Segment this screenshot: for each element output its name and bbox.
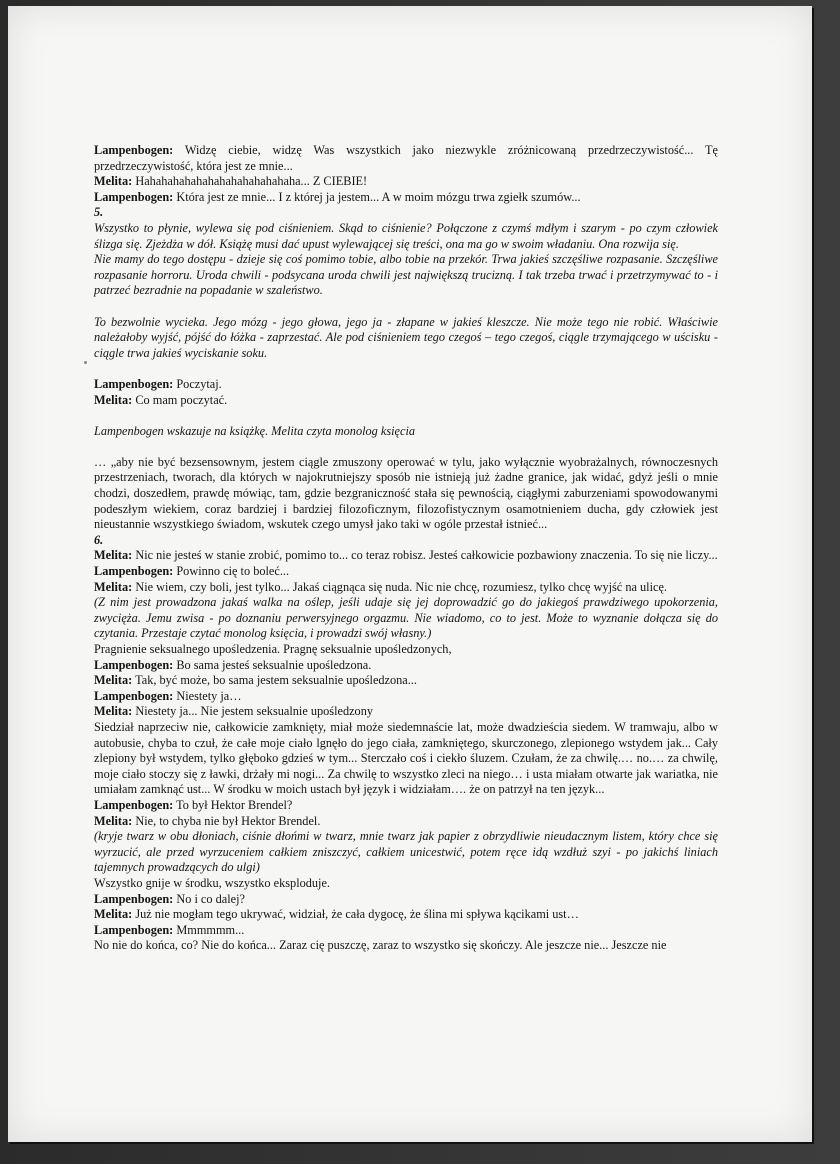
dialogue-line — [94, 190, 718, 206]
speaker-name: Melita: — [94, 704, 133, 719]
dialogue-line — [94, 907, 718, 923]
speaker-name: Lampenbogen: — [94, 657, 174, 672]
dialogue-text: Co mam poczytać. — [132, 392, 228, 407]
stage-direction: Lampenbogen wskazuje na książkę. Melita czyta monolog księcia — [94, 423, 416, 438]
dialogue-line — [94, 143, 718, 174]
body-paragraph: No nie do końca, co? Nie do końca... Zaraz cię puszczę, zaraz to wszystko się skończy. Ale jeszcze nie... Jeszcze nie — [94, 938, 667, 953]
speaker-name: Lampenbogen: — [94, 376, 174, 391]
stage-direction: (Z nim jest prowadzona jakaś walka na oślep, jeśli udaje się jej doprowadzić go do jakiegoś prawdziwego upokorzenia, zwycięża. Jemu zwisa - po doznaniu perwersyjnego orgazmu. Nie wiadomo, co to jest. Może to wyznanie dołącza się do czytania. Przestaje czytać monolog księcia, i prowadzi swój własny.) — [94, 595, 718, 641]
dialogue-line — [94, 689, 718, 705]
paragraph-gap — [94, 299, 718, 315]
dialogue-text: Która jest ze mnie... I z której ja jestem... A w moim mózgu trwa zgiełk szumów... — [173, 189, 581, 204]
dialogue-line — [94, 658, 718, 674]
speaker-name: Lampenbogen: — [94, 891, 174, 906]
speaker-name: Lampenbogen: — [94, 688, 174, 703]
speaker-name: Melita: — [94, 579, 133, 594]
stage-direction: Wszystko to płynie, wylewa się pod ciśnieniem. Skąd to ciśnienie? Połączone z czymś mdłym i szarym - po czym człowiek ślizga się. Zjeżdża w dół. Książę musi dać upust wylewającej się treści, ona ma go w swoim władaniu. Ona rozwija się. — [94, 220, 718, 251]
dialogue-text: Widzę ciebie, widzę Was wszystkich jako niezwykle zróżnicowaną przedrzeczywistość... Tę przedrzeczywistość, która jest ze mnie... — [94, 143, 718, 173]
speaker-name: Melita: — [94, 392, 133, 407]
body-paragraph: … „aby nie być bezsensownym, jestem ciągle zmuszony operować w tylu, jako wyłącznie wyobrażalnych, równoczesnych przestrzeniach, tworach, dla których w najokrutniejszy sposób nie istnieją już żadne granice, jak widać, gdyż jeśli o mnie chodzi, doszedłem, prawdę mówiąc, tam, gdzie bezgraniczność stała się pewnością, ciągłymi zaburzeniami spowodowanymi podeszłym wiekiem, coraz bardziej i bardziej filozoficznym, filozofistycznym osamotnieniem ducha, gdy człowiek jest nieustannie wszystkiego świadom, wskutek czego umysł jako taki w ogóle przestał istnieć... — [94, 454, 718, 532]
section-number: 5. — [94, 205, 104, 220]
dialogue-text: No i co dalej? — [173, 891, 245, 906]
dialogue-line — [94, 704, 718, 720]
speaker-name: Melita: — [94, 673, 133, 688]
dialogue-line — [94, 377, 718, 393]
document-text — [94, 143, 718, 954]
stage-direction: (kryje twarz w obu dłoniach, ciśnie dłońmi w twarz, mnie twarz jak papier z obrzydliwie nieudacznym listem, który chce się wyrzucić, ale przed wyrzuceniem całkiem zniszczyć, całkiem unicestwić, potem ręce idą wzdłuż szyi - po jakichś liniach tajemnych prowadzących do ulgi) — [94, 829, 718, 875]
dialogue-text: Mmmmmm... — [173, 922, 245, 937]
dialogue-line — [94, 174, 718, 190]
dialogue-text: Bo sama jesteś seksualnie upośledzona. — [173, 657, 372, 672]
paragraph-gap — [94, 439, 718, 455]
speaker-name: Lampenbogen: — [94, 797, 174, 812]
scan-speck — [84, 361, 87, 364]
dialogue-text: To był Hektor Brendel? — [173, 797, 293, 812]
speaker-name: Lampenbogen: — [94, 143, 174, 157]
dialogue-line — [94, 892, 718, 908]
section-number: 6. — [94, 532, 104, 547]
dialogue-line — [94, 673, 718, 689]
speaker-name: Melita: — [94, 548, 133, 563]
dialogue-text: Hahahahahahahahahahahahahaha... Z CIEBIE! — [132, 174, 368, 189]
dialogue-text: Niestety ja... Nie jestem seksualnie upośledzony — [132, 704, 374, 719]
dialogue-text: Poczytaj. — [173, 376, 222, 391]
dialogue-text: Nie wiem, czy boli, jest tylko... Jakaś ciągnąca się nuda. Nic nie chcę, rozumiesz, tylko chcę wyjść na ulicę. — [132, 579, 667, 594]
dialogue-text: Powinno cię to boleć... — [173, 564, 290, 579]
dialogue-line — [94, 798, 718, 814]
speaker-name: Lampenbogen: — [94, 564, 174, 579]
dialogue-line — [94, 923, 718, 939]
dialogue-text: Niestety ja… — [173, 688, 242, 703]
speaker-name: Lampenbogen: — [94, 922, 174, 937]
body-paragraph: Siedział naprzeciw nie, całkowicie zamknięty, miał może siedemnaście lat, może dwadzieścia siedem. W tramwaju, albo w autobusie, chyba to czuł, że całe moje ciało lgnęło do jego ciała, zamkniętego, skurczonego, zlepionego wstydem jak... Cały zlepiony był wstydem, tylko głęboko gdzieś w tym... Sterczało coś i ciekło śluzem. Czułam, że za chwilę.… no.… za chwilę, moje ciało stoczy się z ławki, drżały mi nogi... Za chwilę to wszystko zleci na niego… i usta miałam otwarte jak wariatka, nie umiałam zamknąć ust... W środku w moich ustach był język i widziałam…. że on patrzył na ten język... — [94, 719, 718, 797]
dialogue-line — [94, 393, 718, 409]
dialogue-text: Nic nie jesteś w stanie zrobić, pomimo to... co teraz robisz. Jesteś całkowicie pozbawiony znaczenia. To się nie liczy... — [132, 548, 718, 563]
dialogue-line — [94, 580, 718, 596]
dialogue-text: Tak, być może, bo sama jestem seksualnie upośledzona... — [132, 673, 417, 688]
paragraph-gap — [94, 408, 718, 424]
speaker-name: Lampenbogen: — [94, 189, 174, 204]
stage-direction: To bezwolnie wycieka. Jego mózg - jego głowa, jego ja - złapane w jakieś kleszcze. Nie może tego nie robić. Właściwie należałoby wyjść, pójść do łóżka - zaprzestać. Ale pod ciśnieniem tego czegoś – tego czegoś, ciągle trzymającego w uścisku - ciągle trwa jakieś wyciskanie soku. — [94, 314, 718, 360]
stage-direction: Nie mamy do tego dostępu - dzieje się coś pomimo tobie, albo tobie na przekór. Trwa jakieś szczęśliwe rozpasanie. Szczęśliwe rozpasanie horroru. Uroda chwili - podsycana uroda chwili jest największą trucizną. I tak trzeba trwać i przetrzymywać to - i patrzeć bezradnie na popadanie w szaleństwo. — [94, 252, 718, 298]
speaker-name: Melita: — [94, 813, 133, 828]
dialogue-line — [94, 564, 718, 580]
dialogue-text: Już nie mogłam tego ukrywać, widział, że cała dygocę, że ślina mi spływa kącikami ust… — [132, 907, 579, 922]
body-paragraph: Pragnienie seksualnego upośledzenia. Pragnę seksualnie upośledzonych, — [94, 642, 452, 656]
dialogue-line — [94, 814, 718, 830]
paragraph-gap — [94, 361, 718, 377]
dialogue-text: Nie, to chyba nie był Hektor Brendel. — [132, 813, 321, 828]
body-paragraph: Wszystko gnije w środku, wszystko eksploduje. — [94, 875, 331, 890]
speaker-name: Melita: — [94, 907, 133, 922]
dialogue-line — [94, 548, 718, 564]
speaker-name: Melita: — [94, 174, 133, 189]
